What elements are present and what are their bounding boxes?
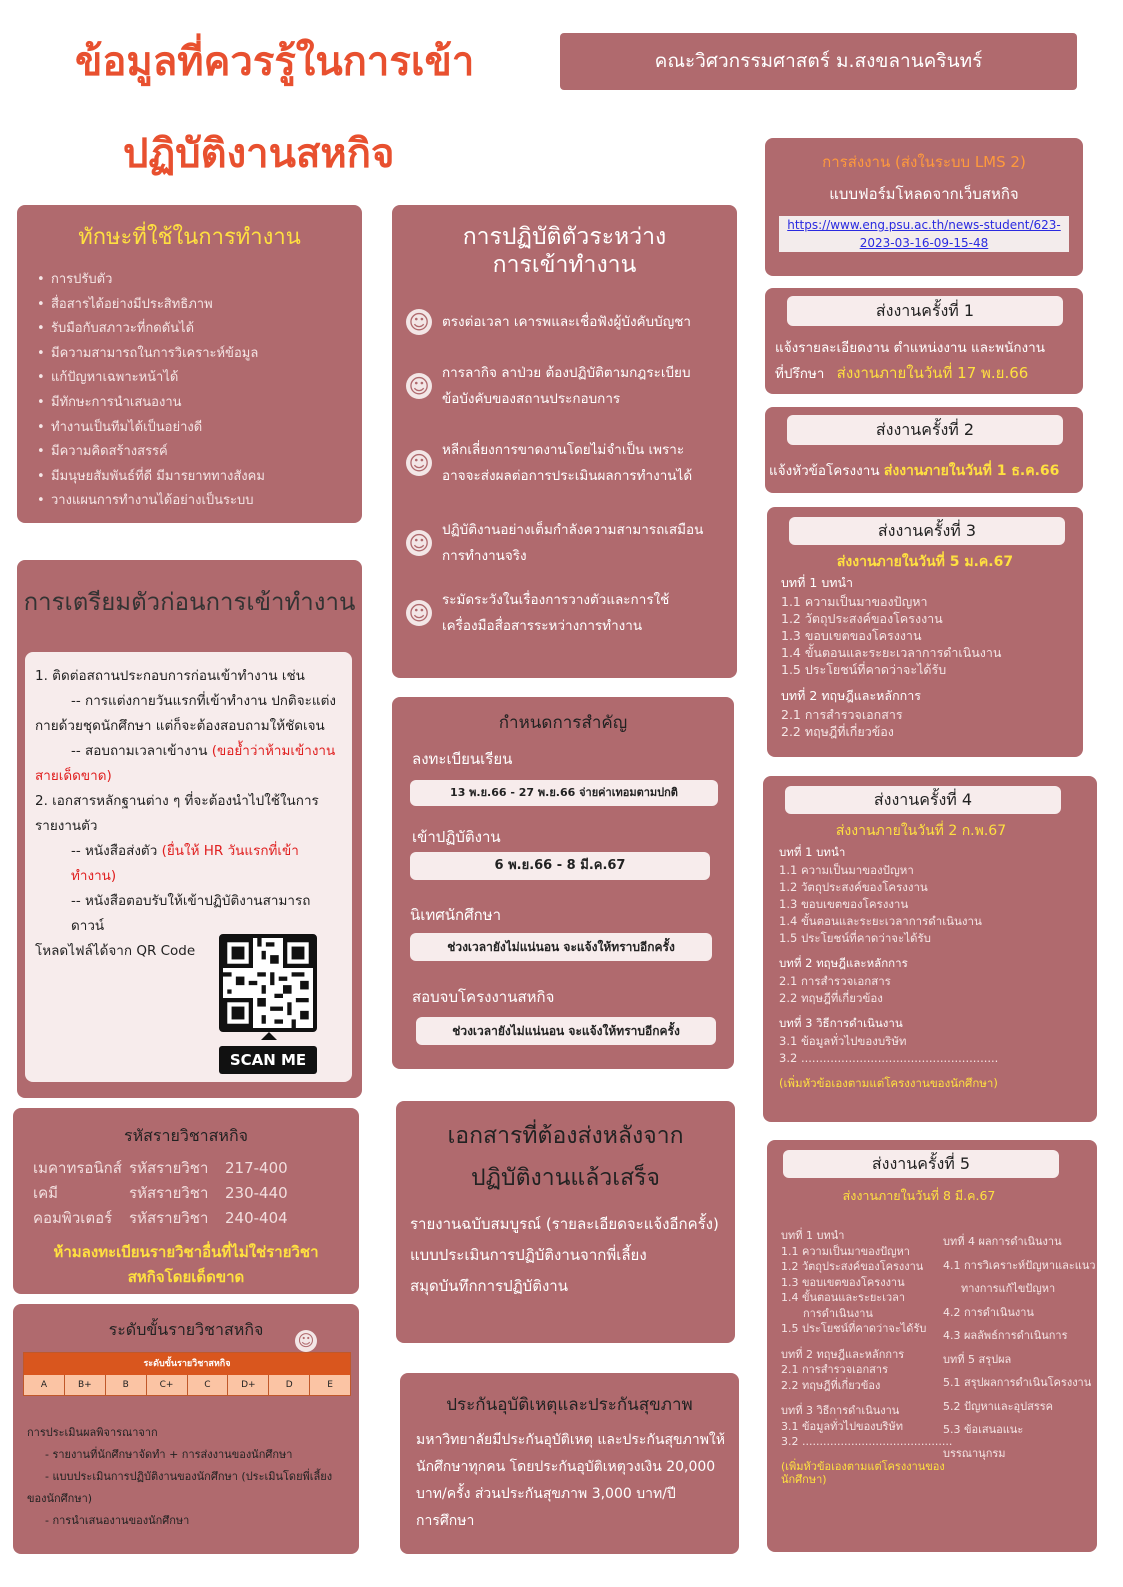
round3-deadline: ส่งงานภายในวันที่ 5 ม.ค.67 [836, 554, 1014, 570]
schedule-value: ช่วงเวลายังไม่แน่นอน จะแจ้งให้ทราบอีกครั้ง [410, 933, 712, 961]
practice-text: การทำงานจริง [442, 548, 527, 564]
grade-row [24, 1375, 350, 1395]
schedule-value: ช่วงเวลายังไม่แน่นอน จะแจ้งให้ทราบอีกครั้ง [416, 1017, 716, 1045]
grade-cell: B+ [65, 1375, 106, 1395]
code-label: รหัสรายวิชา [129, 1159, 209, 1177]
submission-subtitle: แบบฟอร์มโหลดจากเว็บสหกิจ [829, 185, 1019, 203]
submission-card [765, 138, 1083, 276]
round4-chapters [779, 844, 998, 1093]
list-item: • รับมือกับสภาวะที่กดดันได้ [29, 317, 362, 342]
skills-card [17, 205, 362, 523]
list-item: • ทำงานเป็นทีมได้เป็นอย่างดี [29, 416, 362, 441]
round1-card [765, 288, 1083, 394]
codes-warning [13, 1240, 359, 1290]
chapter-item: 1.4 ขั้นตอนและระยะเวลาการดำเนินงาน [779, 914, 982, 928]
smiley-icon: ☺ [406, 373, 432, 399]
chapter-item: 2.2 ทฤษฎีที่เกี่ยวข้อง [781, 724, 894, 739]
schedule-value: 6 พ.ย.66 - 8 มี.ค.67 [410, 852, 710, 880]
list-item: • มีความสามารถในการวิเคราะห์ข้อมูล [29, 342, 362, 367]
schedule-label: นิเทศนักศึกษา [410, 906, 502, 924]
table-row [33, 1156, 288, 1181]
list-item [406, 587, 727, 639]
chapter-heading: บทที่ 3 วิธีการดำเนินงาน [779, 1016, 903, 1030]
round4-label: ส่งงานครั้งที่ 4 [785, 786, 1061, 814]
round2-deadline: ส่งงานภายในวันที่ 1 ธ.ค.66 [883, 463, 1060, 479]
chapter-item: 3.2 ...................................................... [779, 1051, 999, 1065]
codes-warning-line1: ห้ามลงทะเบียนรายวิชาอื่นที่ไม่ใช่รายวิชา [53, 1243, 319, 1261]
scan-me-pointer [261, 1032, 277, 1040]
code-value: 240-404 [225, 1209, 288, 1227]
grade-cell: D+ [228, 1375, 269, 1395]
prep-line: โหลดไฟล์ได้จาก QR Code [35, 943, 196, 959]
list-item [406, 517, 727, 569]
chapter-heading: บทที่ 2 ทฤษฎีและหลักการ [781, 1347, 905, 1361]
code-dept: เคมี [33, 1184, 59, 1202]
list-item: • การปรับตัว [29, 268, 362, 293]
prep-line [35, 839, 342, 889]
faculty-banner [560, 33, 1077, 90]
chapter-item: 5.3 ข้อเสนอแนะ [943, 1423, 1024, 1436]
chapter-item: 4.1 การวิเคราะห์ปัญหาและแนว [943, 1258, 1096, 1272]
chapter-heading: บทที่ 5 สรุปผล [943, 1352, 1012, 1366]
grade-table-header: ระดับขั้นรายวิชาสหกิจ [24, 1353, 350, 1375]
round4-deadline: ส่งงานภายในวันที่ 2 ก.พ.67 [835, 823, 1007, 839]
prep-warning: สายเด็ดขาด) [35, 768, 112, 784]
round5-deadline: ส่งงานภายในวันที่ 8 มี.ค.67 [842, 1188, 996, 1203]
grades-title: ระดับขั้นรายวิชาสหกิจ [108, 1320, 264, 1339]
codes-table [33, 1156, 288, 1231]
round1-text-line2 [775, 361, 1028, 385]
smiley-icon: ☺ [406, 309, 432, 335]
prep-text: -- หนังสือส่งตัว [71, 843, 158, 859]
insurance-body [416, 1427, 725, 1535]
qr-code[interactable] [219, 934, 317, 1032]
table-row [33, 1206, 288, 1231]
chapter-item: 2.1 การสำรวจเอกสาร [781, 707, 903, 722]
chapter-item: การดำเนินงาน [803, 1306, 873, 1320]
insurance-line: การศึกษา [416, 1513, 475, 1529]
grades-eval [27, 1422, 351, 1532]
schedule-label: ลงทะเบียนเรียน [412, 750, 513, 768]
insurance-line: นักศึกษาทุกคน โดยประกันอุบัติเหตุวงเงิน 20,000 [416, 1459, 716, 1475]
smiley-icon: ☺ [406, 600, 432, 626]
prep-card [17, 560, 362, 1098]
chapter-heading: บทที่ 1 บทนำ [781, 1229, 845, 1242]
list-item: • แก้ปัญหาเฉพาะหน้าได้ [29, 366, 362, 391]
chapter-item: 1.1 ความเป็นมาของปัญหา [781, 594, 928, 609]
chapter-item: 1.3 ขอบเขตของโครงงาน [781, 628, 922, 643]
grade-cell: A [24, 1375, 65, 1395]
practice-card [392, 205, 737, 678]
practice-text: ระมัดระวังในเรื่องการวางตัวและการใช้ [442, 592, 670, 608]
practice-text: หลีกเลี่ยงการขาดงานโดยไม่จำเป็น เพราะ [442, 442, 685, 458]
chapter-item: 2.2 ทฤษฎีที่เกี่ยวข้อง [781, 1378, 881, 1392]
prep-text: -- สอบถามเวลาเข้างาน [71, 743, 208, 759]
insurance-line: มหาวิทยาลัยมีประกันอุบัติเหตุ และประกันสุขภาพให้ [416, 1432, 725, 1448]
code-dept: คอมพิวเตอร์ [33, 1209, 113, 1227]
chapter-item: ทางการแก้ไขปัญหา [961, 1282, 1056, 1295]
chapter-item: 1.2 วัตถุประสงค์ของโครงงาน [781, 1260, 924, 1273]
code-value: 217-400 [225, 1159, 288, 1177]
round2-text-prefix: แจ้งหัวข้อโครงงาน [769, 463, 880, 479]
chapter-item: 3.1 ข้อมูลทั่วไปของบริษัท [779, 1034, 907, 1048]
grades-card [13, 1304, 359, 1554]
smiley-icon: ☺ [295, 1330, 317, 1352]
chapter-item: 5.1 สรุปผลการดำเนินโครงงาน [943, 1376, 1092, 1389]
chapter-item: 2.2 ทฤษฎีที่เกี่ยวข้อง [779, 991, 883, 1005]
chapter-heading: บทที่ 3 วิธีการดำเนินงาน [781, 1404, 900, 1417]
chapter-item: 1.4 ขั้นตอนและระยะเวลา [781, 1291, 906, 1304]
chapter-item: 1.3 ขอบเขตของโครงงาน [781, 1275, 905, 1289]
submission-link[interactable] [779, 216, 1069, 252]
round3-card [767, 507, 1083, 757]
round1-deadline: ส่งงานภายในวันที่ 17 พ.ย.66 [836, 364, 1029, 382]
chapter-heading: บทที่ 2 ทฤษฎีและหลักการ [779, 956, 908, 970]
chapter-item: 4.2 การดำเนินงาน [943, 1305, 1034, 1319]
skills-list [29, 268, 362, 514]
grade-table [23, 1352, 351, 1396]
submission-link-line2[interactable]: 2023-03-16-09-15-48 [859, 236, 989, 250]
page-title-line1: ข้อมูลที่ควรรู้ในการเข้า [75, 39, 475, 85]
insurance-line: บาท/ครั้ง ส่วนประกันสุขภาพ 3,000 บาท/ปี [416, 1486, 676, 1502]
round5-right-col [943, 1230, 1096, 1465]
grades-eval-title: การประเมินผลพิจารณาจาก [27, 1426, 158, 1439]
grade-cell: D [269, 1375, 310, 1395]
chapter-item: บรรณานุกรม [943, 1446, 1006, 1460]
schedule-label: สอบจบโครงงานสหกิจ [412, 988, 555, 1006]
docs-list [410, 1209, 719, 1302]
list-item [406, 309, 727, 335]
scan-me-label: SCAN ME [219, 1046, 317, 1074]
practice-title [392, 223, 737, 279]
round2-text [769, 459, 1059, 482]
docs-title [396, 1115, 735, 1199]
prep-line: 2. เอกสารหลักฐานต่าง ๆ ที่จะต้องนำไปใช้ในการ [35, 793, 319, 809]
round4-note: (เพิ่มหัวข้อเองตามแต่โครงงานของนักศึกษา) [779, 1076, 998, 1090]
list-item [406, 437, 727, 489]
list-item: รายงานฉบับสมบูรณ์ (รายละเอียดจะแจ้งอีกครั้ง) [410, 1215, 719, 1233]
grade-cell: C+ [147, 1375, 188, 1395]
codes-title: รหัสรายวิชาสหกิจ [123, 1126, 249, 1145]
list-item: • สื่อสารได้อย่างมีประสิทธิภาพ [29, 293, 362, 318]
list-item: แบบประเมินการปฏิบัติงานจากพี่เลี้ยง [410, 1246, 647, 1264]
chapter-item: 1.1 ความเป็นมาของปัญหา [781, 1244, 910, 1258]
faculty-name: คณะวิศวกรรมศาสตร์ ม.สงขลานครินทร์ [654, 50, 983, 72]
round5-label: ส่งงานครั้งที่ 5 [783, 1150, 1059, 1178]
round2-card [765, 407, 1083, 493]
list-item: ของนักศึกษา) [27, 1492, 93, 1505]
chapter-item: 1.5 ประโยชน์ที่คาดว่าจะได้รับ [781, 1322, 927, 1335]
chapter-item: 3.2 ........................................... [781, 1435, 953, 1448]
grade-cell: B [106, 1375, 147, 1395]
list-item: - การนำเสนองานของนักศึกษา [45, 1514, 190, 1527]
schedule-value: 13 พ.ย.66 - 27 พ.ย.66 จ่ายค่าเทอมตามปกติ [410, 780, 718, 806]
prep-line: 1. ติดต่อสถานประกอบการก่อนเข้าทำงาน เช่น [35, 668, 305, 684]
round2-label: ส่งงานครั้งที่ 2 [787, 415, 1063, 445]
prep-line: กายด้วยชุดนักศึกษา แต่ก็จะต้องสอบถามให้ชัดเจน [35, 718, 325, 734]
round5-left-col [781, 1228, 952, 1486]
code-dept: เมคาทรอนิกส์ [33, 1159, 122, 1177]
prep-warning: (ยื่นให้ HR วันแรกที่เข้าทำงาน) [71, 843, 299, 884]
round5-card [767, 1140, 1097, 1552]
list-item [406, 360, 727, 412]
code-label: รหัสรายวิชา [129, 1209, 209, 1227]
practice-text: ตรงต่อเวลา เคารพและเชื่อฟังผู้บังคับบัญชา [442, 314, 691, 330]
table-row [33, 1181, 288, 1206]
prep-line: รายงานตัว [35, 818, 98, 834]
practice-title-line1: การปฏิบัติตัวระหว่าง [462, 224, 667, 250]
list-item: สมุดบันทึกการปฏิบัติงาน [410, 1277, 568, 1295]
prep-line: -- หนังสือตอบรับให้เข้าปฏิบัติงานสามารถดาวน์ [71, 893, 311, 934]
code-value: 230-440 [225, 1184, 288, 1202]
chapter-item: 1.4 ขั้นตอนและระยะเวลาการดำเนินงาน [781, 645, 1002, 660]
prep-line: -- การแต่งกายวันแรกที่เข้าทำงาน ปกติจะแต่ง [71, 693, 336, 709]
chapter-heading: บทที่ 4 ผลการดำเนินงาน [943, 1235, 1062, 1248]
round5-note: (เพิ่มหัวข้อเองตามแต่โครงงานของ [781, 1459, 945, 1473]
grade-cell: E [327, 1380, 333, 1390]
chapter-item: 5.2 ปัญหาและอุปสรรค [943, 1399, 1053, 1413]
chapter-heading: บทที่ 2 ทฤษฎีและหลักการ [781, 688, 921, 703]
smiley-icon: ☺ [406, 530, 432, 556]
codes-warning-line2: สหกิจโดยเด็ดขาด [127, 1268, 245, 1286]
chapter-item: 1.5 ประโยชน์ที่คาดว่าจะได้รับ [781, 662, 947, 677]
submission-link-line1[interactable]: https://www.eng.psu.ac.th/news-student/623- [787, 218, 1061, 232]
round3-label: ส่งงานครั้งที่ 3 [789, 517, 1065, 545]
docs-card [396, 1101, 735, 1343]
skills-title: ทักษะที่ใช้ในการทำงาน [78, 225, 301, 250]
practice-text: ข้อบังคับของสถานประกอบการ [442, 391, 621, 407]
list-item: • มีมนุษยสัมพันธ์ที่ดี มีมารยาททางสังคม [29, 465, 362, 490]
list-item: - แบบประเมินการปฏิบัติงานของนักศึกษา (ประเมินโดยพี่เลี้ยง [45, 1470, 333, 1483]
chapter-heading: บทที่ 1 บทนำ [781, 575, 854, 590]
schedule-title: กำหนดการสำคัญ [498, 713, 628, 733]
prep-line [35, 739, 342, 764]
round5-note: นักศึกษา) [781, 1472, 827, 1486]
smiley-icon: ☺ [406, 450, 432, 476]
page-title-line2: ปฏิบัติงานสหกิจ [123, 131, 395, 177]
submission-title: การส่งงาน (ส่งในระบบ LMS 2) [822, 153, 1026, 171]
round1-label: ส่งงานครั้งที่ 1 [787, 296, 1063, 326]
list-item: • มีทักษะการนำเสนองาน [29, 391, 362, 416]
docs-title-line2: ปฏิบัติงานแล้วเสร็จ [470, 1165, 660, 1191]
practice-text: เครื่องมือสื่อสารระหว่างการทำงาน [442, 618, 643, 634]
chapter-item: 1.2 วัตถุประสงค์ของโครงงาน [779, 880, 928, 894]
page-title [75, 32, 475, 184]
practice-text: อาจจะส่งผลต่อการประเมินผลการทำงานได้ [442, 468, 693, 484]
list-item: - รายงานที่นักศึกษาจัดทำ + การส่งงานของนักศึกษา [45, 1448, 293, 1461]
schedule-card [392, 697, 734, 1069]
chapter-item: 1.3 ขอบเขตของโครงงาน [779, 897, 909, 911]
chapter-item: 2.1 การสำรวจเอกสาร [781, 1363, 888, 1376]
practice-title-line2: การเข้าทำงาน [492, 252, 637, 278]
insurance-card [400, 1373, 739, 1554]
chapter-item: 3.1 ข้อมูลทั่วไปของบริษัท [781, 1419, 903, 1433]
grade-cell: C [188, 1375, 229, 1395]
chapter-item: 2.1 การสำรวจเอกสาร [779, 974, 891, 988]
prep-title: การเตรียมตัวก่อนการเข้าทำงาน [23, 588, 356, 616]
qr-code-icon [223, 938, 313, 1028]
schedule-label: เข้าปฏิบัติงาน [412, 828, 501, 846]
chapter-item: 1.2 วัตถุประสงค์ของโครงงาน [781, 611, 943, 626]
prep-warning: (ขอย้ำว่าห้ามเข้างาน [211, 743, 336, 759]
practice-text: ปฏิบัติงานอย่างเต็มกำลังความสามารถเสมือน [442, 522, 704, 538]
round1-text-prefix: ที่ปรึกษา [775, 366, 825, 382]
practice-text: การลากิจ ลาป่วย ต้องปฏิบัติตามกฎระเบียบ [442, 365, 691, 381]
docs-title-line1: เอกสารที่ต้องส่งหลังจาก [447, 1123, 684, 1149]
chapter-item: 1.1 ความเป็นมาของปัญหา [779, 863, 914, 877]
round4-card [763, 776, 1097, 1122]
codes-card [13, 1108, 359, 1294]
code-label: รหัสรายวิชา [129, 1184, 209, 1202]
list-item: • วางแผนการทำงานได้อย่างเป็นระบบ [29, 489, 362, 514]
chapter-item: 4.3 ผลลัพธ์การดำเนินการ [943, 1329, 1068, 1342]
chapter-item: 1.5 ประโยชน์ที่คาดว่าจะได้รับ [779, 931, 931, 945]
round1-text-line1: แจ้งรายละเอียดงาน ตำแหน่งงาน และพนักงาน [775, 340, 1045, 356]
chapter-heading: บทที่ 1 บทนำ [779, 845, 846, 859]
round3-chapters [781, 573, 1001, 740]
list-item: • มีความคิดสร้างสรรค์ [29, 440, 362, 465]
insurance-title: ประกันอุบัติเหตุและประกันสุขภาพ [446, 1395, 693, 1415]
